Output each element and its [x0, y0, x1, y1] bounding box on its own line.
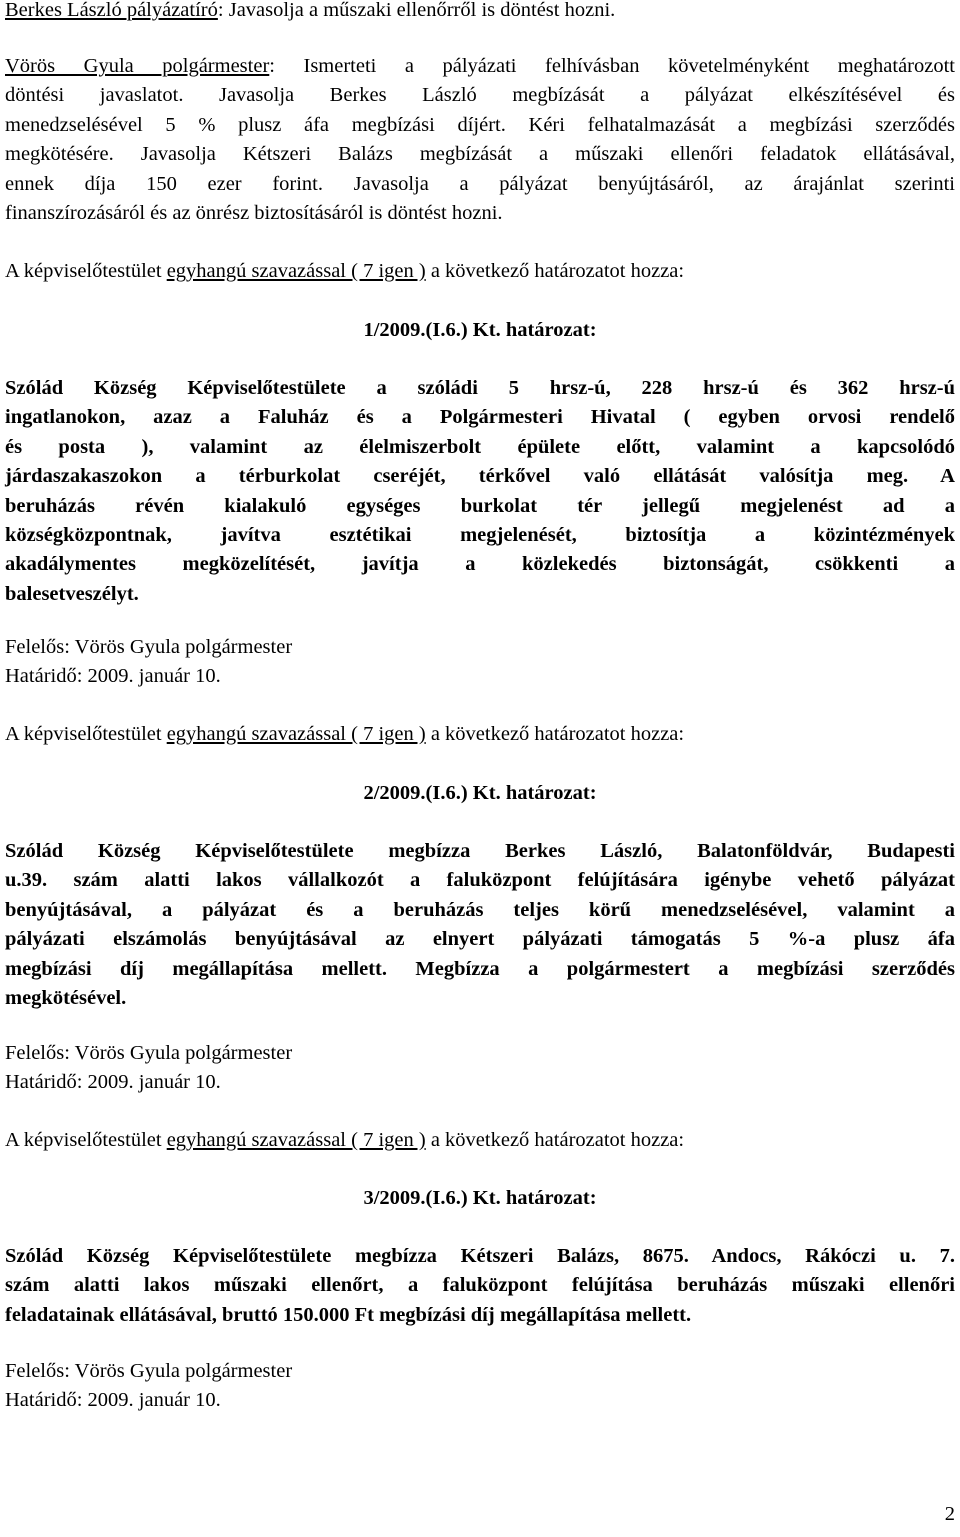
resolution-body — [5, 1242, 955, 1330]
responsible-person: Felelős: Vörös Gyula polgármester — [5, 1360, 293, 1382]
text-line: menedzselésével 5 % plusz áfa megbízási díjért. Kéri felhatalmazását a megbízási szerződés — [5, 113, 955, 136]
text-line: balesetveszélyt. — [5, 582, 139, 605]
vote-text: A képviselőtestület — [5, 260, 167, 282]
resolution-title: 2/2009.(I.6.) Kt. határozat: — [363, 782, 597, 804]
text-line: szám alatti lakos műszaki ellenőrt, a faluközpont felújítása beruházás műszaki ellenőri — [5, 1274, 955, 1297]
vote-result: egyhangú szavazással ( 7 igen ) — [166, 1129, 426, 1151]
vote-statement — [5, 720, 684, 749]
vote-result: egyhangú szavazással ( 7 igen ) — [166, 723, 426, 745]
resolution-body — [5, 837, 955, 1013]
intro-paragraph-1 — [5, 0, 955, 25]
vote-text: a következő határozatot hozza: — [425, 260, 685, 282]
text-line: községközpontnak, javítva esztétikai megjelenését, biztosítja a közintézmények — [5, 524, 955, 547]
deadline: Határidő: 2009. január 10. — [5, 1071, 221, 1093]
text-line: beruházás révén kialakuló egységes burkolat tér jellegű megjelenést ad a — [5, 494, 955, 517]
text-line: megkötésére. Javasolja Kétszeri Balázs megbízását a műszaki ellenőri feladatok ellátásával, — [5, 143, 955, 166]
text-line: ingatlanokon, azaz a Faluház és a Polgármesteri Hivatal ( egyben orvosi rendelő — [5, 406, 955, 429]
responsible-person: Felelős: Vörös Gyula polgármester — [5, 1042, 293, 1064]
responsible-person: Felelős: Vörös Gyula polgármester — [5, 636, 293, 658]
vote-text: a következő határozatot hozza: — [425, 723, 685, 745]
page-number: 2 — [944, 1503, 955, 1525]
vote-statement — [5, 257, 684, 286]
text-line: benyújtásával, a pályázat és a beruházás teljes körű menedzselésével, valamint a — [5, 898, 955, 921]
speaker-name: Berkes László pályázatíró — [5, 0, 218, 21]
text-line: ennek díja 150 ezer forint. Javasolja a pályázat benyújtásáról, az árajánlat szerinti — [5, 172, 955, 195]
resolution-title: 1/2009.(I.6.) Kt. határozat: — [363, 319, 597, 341]
text-line: pályázati elszámolás benyújtásával az elnyert pályázati támogatás 5 %-a plusz áfa — [5, 928, 955, 951]
text-line: feladatainak ellátásával, bruttó 150.000 Ft megbízási díj megállapítása mellett. — [5, 1303, 692, 1326]
text-line: és posta ), valamint az élelmiszerbolt épülete előtt, valamint a kapcsolódó — [5, 435, 955, 458]
deadline: Határidő: 2009. január 10. — [5, 665, 221, 687]
text-line: döntési javaslatot. Javasolja Berkes László megbízását a pályázat elkészítésével és — [5, 84, 955, 107]
vote-text: A képviselőtestület — [5, 1129, 167, 1151]
vote-statement — [5, 1126, 684, 1155]
resolution-body — [5, 374, 955, 609]
text-line: járdaszakaszokon a térburkolat cseréjét, térkővel való ellátását valósítja meg. A — [5, 465, 955, 488]
text-line: megkötésével. — [5, 987, 127, 1010]
text-line: finanszírozásáról és az önrész biztosításáról is döntést hozni. — [5, 202, 503, 225]
text-line: Szólád Község Képviselőtestülete megbízza Kétszeri Balázs, 8675. Andocs, Rákóczi u. 7. — [5, 1245, 955, 1267]
vote-result: egyhangú szavazással ( 7 igen ) — [166, 260, 426, 282]
text-line: akadálymentes megközelítését, javítja a közlekedés biztonságát, csökkenti a — [5, 553, 955, 576]
deadline: Határidő: 2009. január 10. — [5, 1389, 221, 1411]
text-line: Szólád Község Képviselőtestülete megbízza Berkes László, Balatonföldvár, Budapesti — [5, 840, 955, 862]
intro-paragraph-2 — [5, 52, 955, 228]
statement-text: : Javasolja a műszaki ellenőrről is döntést hozni. — [217, 0, 616, 21]
vote-text: a következő határozatot hozza: — [425, 1129, 685, 1151]
speaker-name: Vörös Gyula polgármester — [5, 55, 270, 77]
text-line: megbízási díj megállapítása mellett. Megbízza a polgármestert a megbízási szerződés — [5, 957, 955, 980]
text-line: u.39. szám alatti lakos vállalkozót a faluközpont felújítására igénybe vehető pályázat — [5, 869, 955, 892]
text-line: Szólád Község Képviselőtestülete a szóládi 5 hrsz-ú, 228 hrsz-ú és 362 hrsz-ú — [5, 377, 955, 399]
resolution-title: 3/2009.(I.6.) Kt. határozat: — [363, 1187, 597, 1209]
text-line: : Ismerteti a pályázati felhívásban követelményként meghatározott — [269, 55, 955, 77]
vote-text: A képviselőtestület — [5, 723, 167, 745]
